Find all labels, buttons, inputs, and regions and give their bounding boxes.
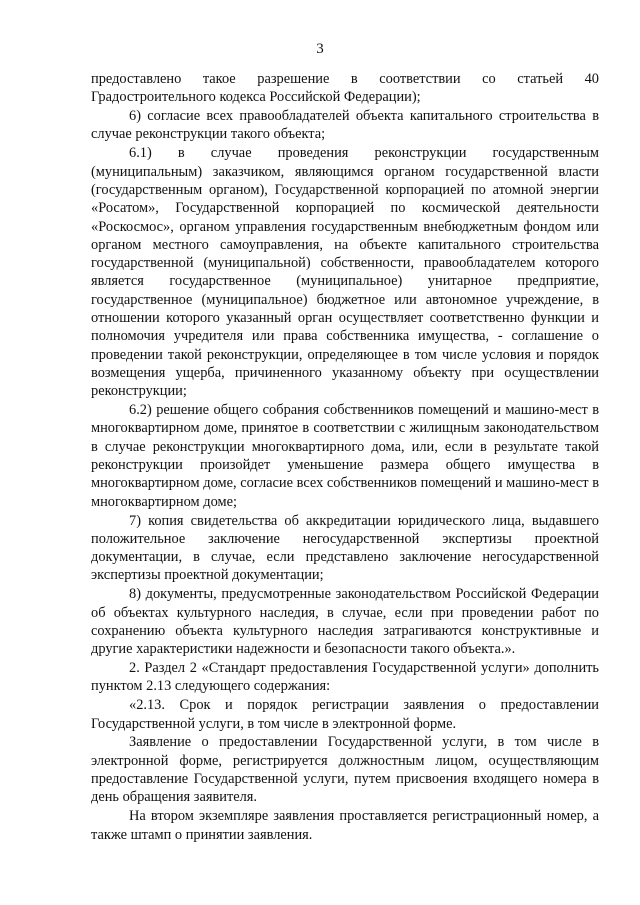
page-number: 3 (316, 41, 324, 57)
paragraph-continuation: предоставлено такое разрешение в соответствии со статьей 40 Градостроительного кодекса Российской Федерации); (91, 71, 599, 106)
paragraph-registration: Заявление о предоставлении Государственной услуги, в том числе в электронной форме, регистрируется должностным лицом, осуществляющим предоставление Государственной услуги, путем присвоения входящего номера в день обращения заявителя. (91, 734, 599, 806)
paragraph-item-6: 6) согласие всех правообладателей объекта капитального строительства в случае реконструкции такого объекта; (91, 108, 599, 143)
paragraph-item-7: 7) копия свидетельства об аккредитации юридического лица, выдавшего положительное заключение негосударственной экспертизы проектной документации, в случае, если представлено заключение негосударственной экспертизы проектной документации; (91, 512, 599, 584)
paragraph-item-8: 8) документы, предусмотренные законодательством Российской Федерации об объектах культурного наследия, в случае, если при проведении работ по сохранению объекта культурного наследия затрагиваются конструктивные и другие характеристики надежности и безопасности такого объекта.». (91, 586, 599, 658)
document-body (91, 70, 599, 844)
paragraph-section-2: 2. Раздел 2 «Стандарт предоставления Государственной услуги» дополнить пунктом 2.13 следующего содержания: (91, 660, 599, 695)
paragraph-item-6-1: 6.1) в случае проведения реконструкции государственным (муниципальным) заказчиком, являющимся органом государственной власти (государственным органом), Государственной корпорацией по атомной энергии «Росатом», Государственной корпорацией по космической деятельности «Роскосмос», органом управления государственным внебюджетным фондом или органом местного самоуправления, на объекте капитального строительства государственной (муниципальной) собственности, правообладателем которого является государственное (муниципальное) унитарное предприятие, государственное (муниципальное) бюджетное или автономное учреждение, в отношении которого указанный орган осуществляет соответственно функции и полномочия учредителя или права собственника имущества, - соглашение о проведении такой реконструкции, определяющее в том числе условия и порядок возмещения ущерба, причиненного указанному объекту при осуществлении реконструкции; (91, 145, 599, 400)
paragraph-second-copy: На втором экземпляре заявления проставляется регистрационный номер, а также штамп о принятии заявления. (91, 808, 599, 843)
paragraph-2-13: «2.13. Срок и порядок регистрации заявления о предоставлении Государственной услуги, в том числе в электронной форме. (91, 697, 599, 732)
paragraph-item-6-2: 6.2) решение общего собрания собственников помещений и машино-мест в многоквартирном доме, принятое в соответствии с жилищным законодательством в случае реконструкции многоквартирного дома, или, если в результате такой реконструкции произойдет уменьшение размера общего имущества в многоквартирном доме, согласие всех собственников помещений и машино-мест в многоквартирном доме; (91, 402, 599, 510)
